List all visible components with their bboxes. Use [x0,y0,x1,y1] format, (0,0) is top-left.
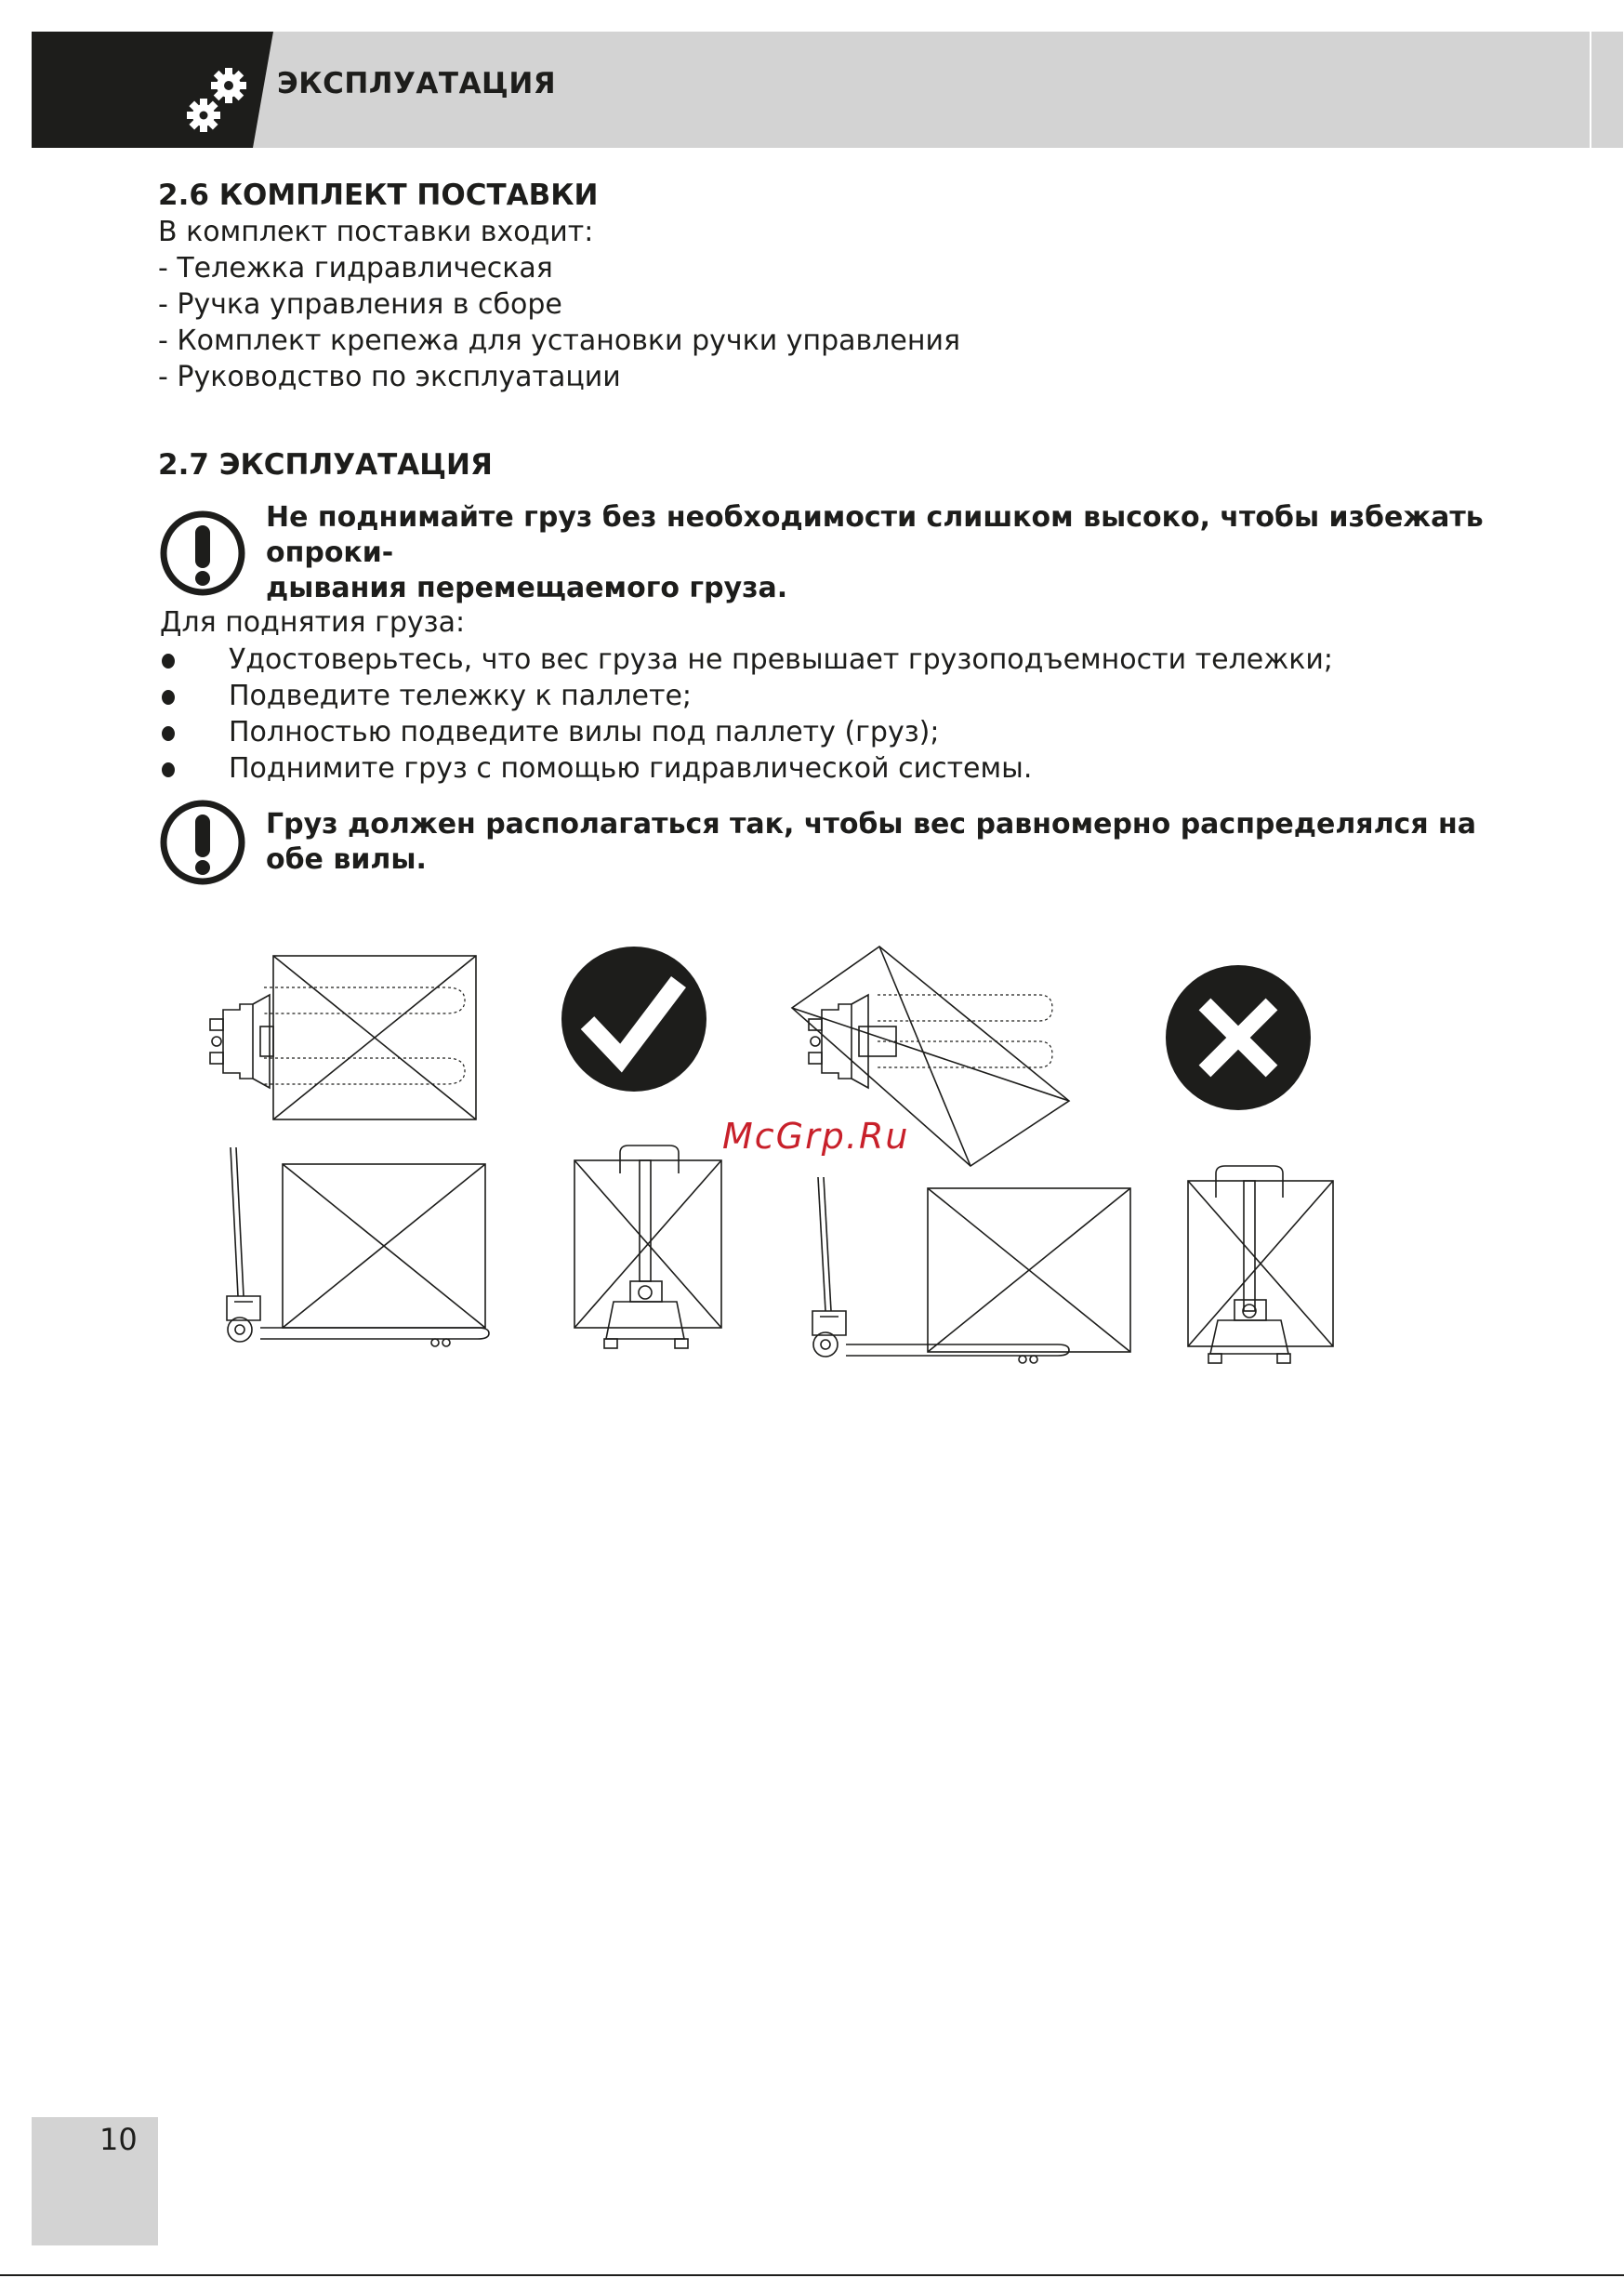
bullet-icon [162,690,175,705]
exclamation-icon [158,798,247,887]
warning-note [158,798,1497,887]
list-item: - Руководство по эксплуатации [158,361,621,393]
warning-text [266,500,1497,606]
section-delivery-set [158,177,960,395]
gears-icon [162,50,264,143]
cross-icon [1166,965,1311,1110]
step-text: Поднимите груз с помощью гидравлической системы. [229,752,1033,785]
warning-line: дывания перемещаемого груза. [266,572,788,604]
bottom-rule [0,2274,1624,2276]
list-item [160,750,1333,787]
section-heading: 2.7 ЭКСПЛУАТАЦИЯ [158,448,493,482]
page-number-box [32,2117,158,2245]
section-intro: В комплект поставки входит: [158,216,594,248]
bullet-icon [162,654,175,669]
warning-text: Груз должен располагаться так, чтобы вес равномерно распределялся на обе вилы. [266,808,1476,876]
steps-lead: Для поднятия груза: [160,606,466,639]
list-item [160,678,1333,714]
incorrect-front-view [1188,1166,1333,1363]
header-band [32,32,1623,148]
bullet-icon [162,762,175,777]
load-placement-illustration [205,930,1357,1385]
page-header [32,32,1623,148]
list-item: - Ручка управления в сборе [158,288,562,321]
step-text: Полностью подведите вилы под паллету (груз); [229,716,940,748]
list-item: - Комплект крепежа для установки ручки управления [158,324,961,357]
steps-list [160,642,1333,787]
section-heading: 2.6 КОМПЛЕКТ ПОСТАВКИ [158,179,599,212]
step-text: Подведите тележку к паллете; [229,680,693,712]
warning-line: Не поднимайте груз без необходимости слишком высоко, чтобы избежать опроки- [266,501,1484,569]
list-item: - Тележка гидравлическая [158,252,553,285]
header-band-edge [1590,32,1623,148]
step-text: Удостоверьтесь, что вес груза не превышает грузоподъемности тележки; [229,643,1333,676]
checkmark-icon [561,947,706,1092]
header-title: ЭКСПЛУАТАЦИЯ [277,67,557,100]
exclamation-icon [158,509,247,598]
list-item [160,642,1333,678]
bullet-icon [162,726,175,741]
incorrect-side-view [812,1177,1130,1363]
warning-note [158,500,1497,606]
section-operation [158,446,493,483]
correct-top-view [210,956,476,1119]
page-number: 10 [99,2122,138,2157]
list-item [160,714,1333,750]
watermark: McGrp.Ru [722,1116,910,1157]
correct-side-view [227,1147,489,1346]
correct-front-view [574,1146,721,1348]
